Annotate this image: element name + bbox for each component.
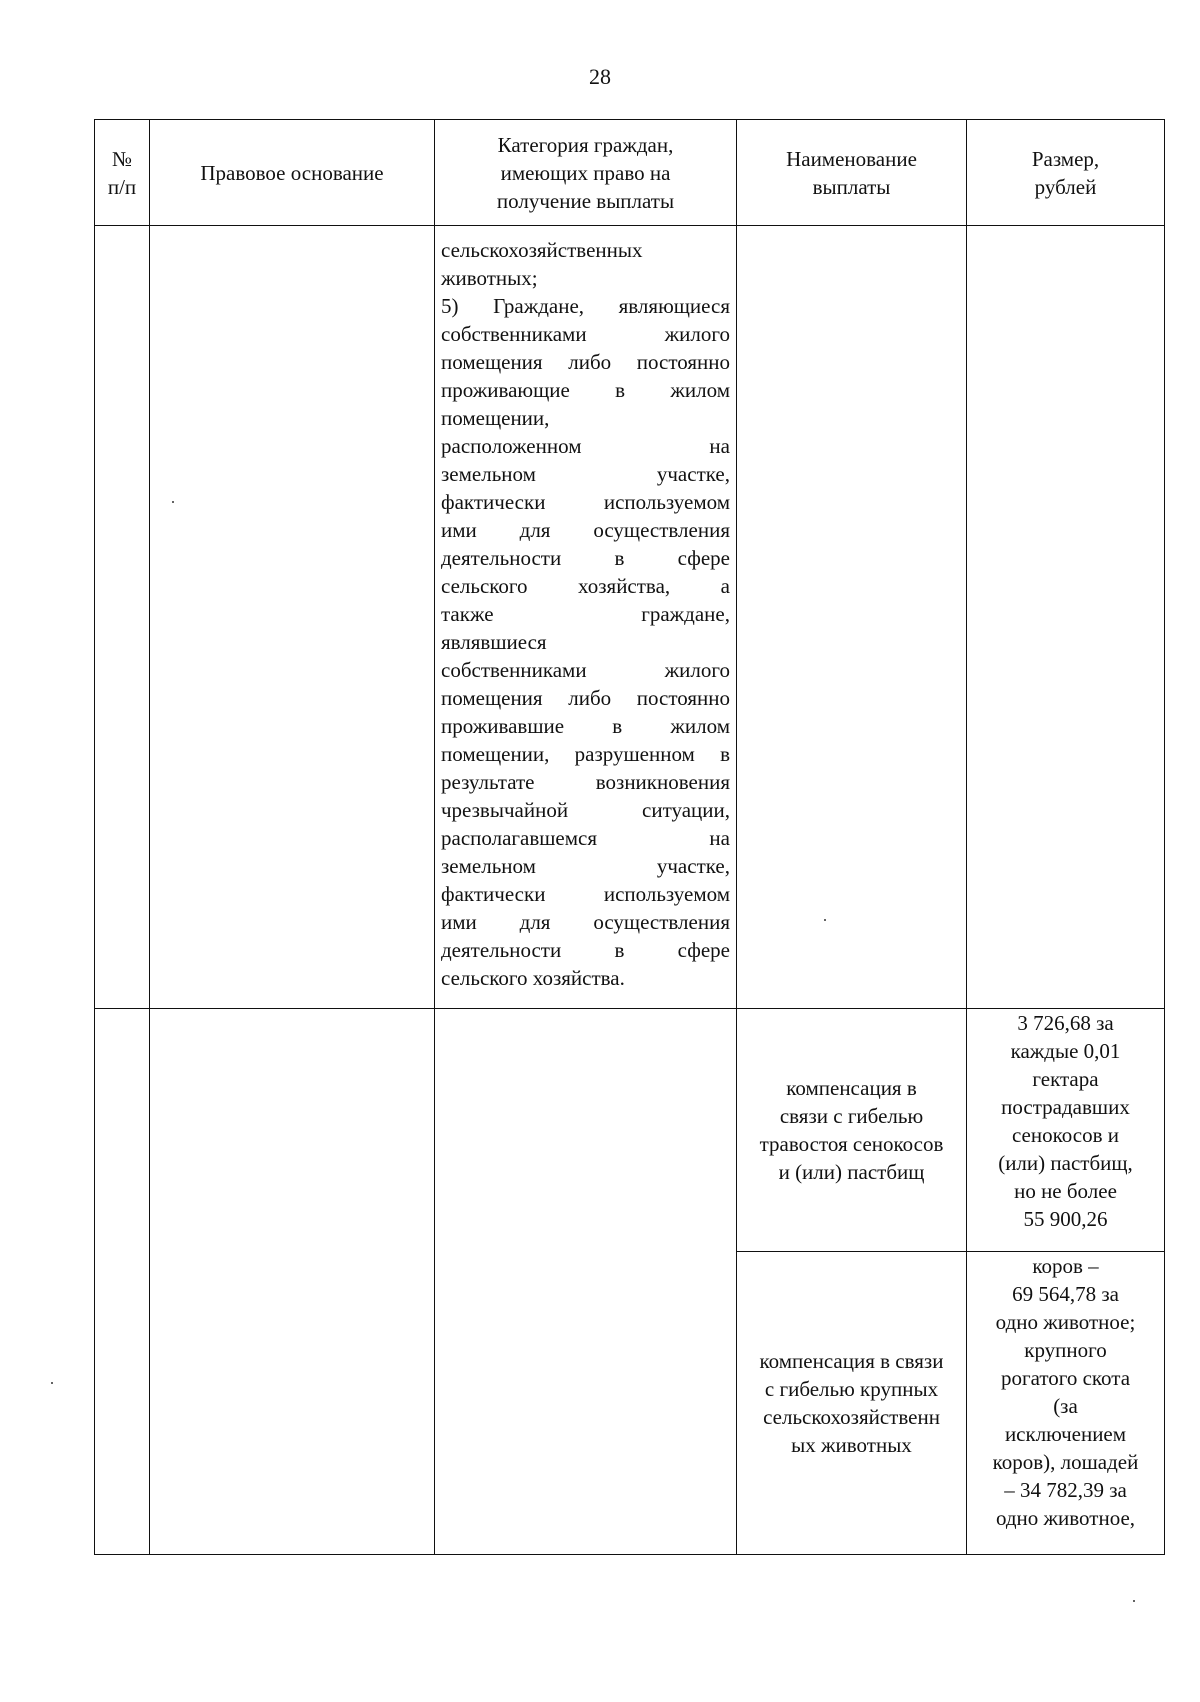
- cell-legal-basis: [150, 226, 435, 1009]
- header-amount: Размер, рублей: [967, 120, 1165, 226]
- category-line: располагавшемся на: [441, 826, 730, 850]
- category-line: помещении, разрушенном в: [441, 742, 730, 766]
- category-line: ими для осуществления: [441, 518, 730, 542]
- cell-payment-name: [737, 1252, 967, 1555]
- cell-number: [95, 1009, 150, 1555]
- header-legal-basis: Правовое основание: [150, 120, 435, 226]
- header-category: Категория граждан, имеющих право на получение выплаты: [435, 120, 737, 226]
- cell-payment-name: [737, 226, 967, 1009]
- category-line: помещения либо постоянно: [441, 686, 730, 710]
- category-line: являвшиеся: [441, 630, 547, 654]
- category-line: чрезвычайной ситуации,: [441, 798, 730, 822]
- category-line: проживающие в жилом: [441, 378, 730, 402]
- page-number: 28: [589, 64, 611, 89]
- scan-speck: [172, 501, 174, 503]
- category-line: деятельности в сфере: [441, 546, 730, 570]
- payments-table: [94, 119, 1165, 1555]
- scan-speck: [51, 1382, 53, 1384]
- scan-speck: [1133, 1600, 1135, 1602]
- category-line: сельского хозяйства.: [441, 966, 625, 990]
- category-line: фактически используемом: [441, 490, 730, 514]
- category-line: 5) Граждане, являющиеся: [441, 294, 730, 318]
- payment-name-text: компенсация в связи с гибелью крупных сельскохозяйственн ых животных: [759, 1349, 944, 1457]
- category-line: земельном участке,: [441, 854, 730, 878]
- category-line: собственниками жилого: [441, 658, 730, 682]
- category-line: земельном участке,: [441, 462, 730, 486]
- cell-amount: [967, 1252, 1165, 1555]
- cell-category: [435, 1009, 737, 1555]
- category-line: животных;: [441, 266, 538, 290]
- category-line: сельского хозяйства, а: [441, 574, 730, 598]
- category-line: ими для осуществления: [441, 910, 730, 934]
- category-text: [435, 226, 736, 992]
- payment-name-text: компенсация в связи с гибелью травостоя сенокосов и (или) пастбищ: [759, 1076, 944, 1184]
- category-line: собственниками жилого: [441, 322, 730, 346]
- category-line: деятельности в сфере: [441, 938, 730, 962]
- category-line: помещении,: [441, 406, 550, 430]
- category-line: помещения либо постоянно: [441, 350, 730, 374]
- cell-legal-basis: [150, 1009, 435, 1555]
- category-line: сельскохозяйственных: [441, 238, 643, 262]
- table-row: [95, 226, 1165, 1009]
- table-row: [95, 1009, 1165, 1252]
- table-header-row: [95, 120, 1165, 226]
- category-line: фактически используемом: [441, 882, 730, 906]
- header-payment-name: Наименование выплаты: [737, 120, 967, 226]
- cell-amount: [967, 226, 1165, 1009]
- cell-number: [95, 226, 150, 1009]
- amount-text: коров – 69 564,78 за одно животное; крупного рогатого скота (за исключением коров), лошадей – 34 782,39 за одно животное,: [992, 1254, 1139, 1530]
- category-line: результате возникновения: [441, 770, 730, 794]
- cell-amount: [967, 1009, 1165, 1252]
- category-line: проживавшие в жилом: [441, 714, 730, 738]
- cell-category: [435, 226, 737, 1009]
- cell-payment-name: [737, 1009, 967, 1252]
- scan-speck: [824, 919, 826, 921]
- amount-text: 3 726,68 за каждые 0,01 гектара пострадавших сенокосов и (или) пастбищ, но не более 55 900,26: [998, 1011, 1133, 1231]
- header-number: № п/п: [95, 120, 150, 226]
- category-line: расположенном на: [441, 434, 730, 458]
- category-line: также граждане,: [441, 602, 730, 626]
